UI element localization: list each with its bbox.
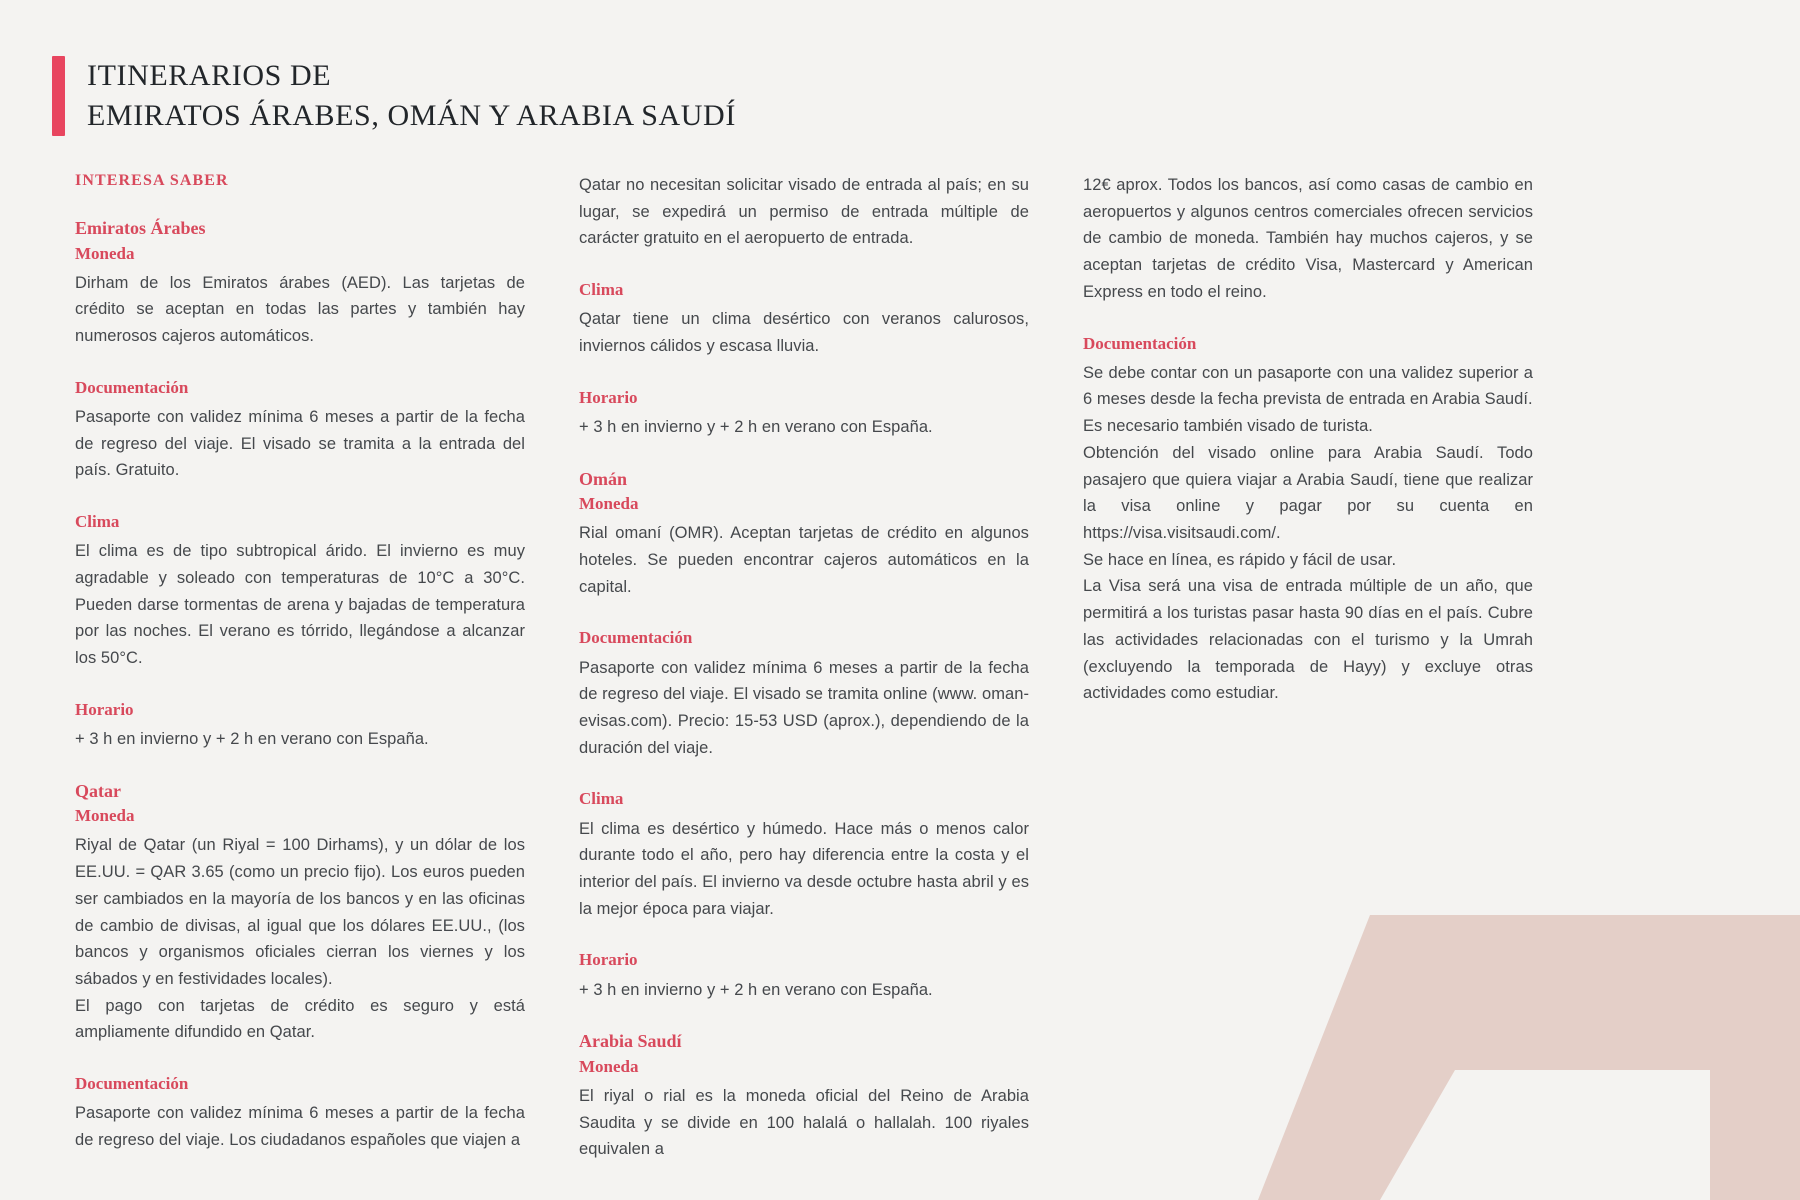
subheading-documentacion-uae: Documentación xyxy=(75,377,189,397)
paragraph-moneda-uae: Dirham de los Emiratos árabes (AED). Las tarjetas de crédito se aceptan en todas las partes y también hay numerosos cajeros automáticos. xyxy=(75,273,525,346)
subheading-moneda-saudi: Moneda xyxy=(579,1056,639,1076)
subheading-documentacion-oman: Documentación xyxy=(579,628,693,648)
subheading-moneda-qatar: Moneda xyxy=(75,806,135,826)
paragraph-documentacion-qatar: Pasaporte con validez mínima 6 meses a partir de la fecha de regreso del viaje. Los ciudadanos españoles que viajen a xyxy=(75,1104,525,1149)
subheading-clima-oman: Clima xyxy=(579,789,624,809)
spacer xyxy=(579,1003,1029,1029)
subheading-documentacion-saudi: Documentación xyxy=(1083,333,1197,353)
paragraph-horario-qatar: + 3 h en invierno y + 2 h en verano con España. xyxy=(579,417,933,436)
header-accent-bar xyxy=(52,56,65,136)
column-1 xyxy=(75,172,525,1163)
paragraph-documentacion-saudi-5: La Visa será una visa de entrada múltiple de un año, que permitirá a los turistas pasar hasta 90 días en el país. Cubre las actividades relacionadas con el turismo y la Umrah (excluyendo la temporada de Hayy) y excluye otras actividades como estudiar. xyxy=(1083,577,1533,703)
paragraph-horario-uae: + 3 h en invierno y + 2 h en verano con España. xyxy=(75,729,429,748)
content-columns xyxy=(75,172,1735,1163)
country-heading-oman: Omán xyxy=(579,468,628,489)
country-heading-qatar: Qatar xyxy=(75,780,121,801)
paragraph-clima-oman: El clima es desértico y húmedo. Hace más o menos calor durante todo el año, pero hay diferencia entre la costa y el interior del país. El invierno va desde octubre hasta abril y es la mejor época para viajar. xyxy=(579,819,1029,918)
subheading-clima-uae: Clima xyxy=(75,512,120,532)
paragraph-documentacion-saudi-1: Se debe contar con un pasaporte con una validez superior a 6 meses desde la fecha prevista de entrada en Arabia Saudí. xyxy=(1083,363,1533,409)
subheading-moneda-oman: Moneda xyxy=(579,494,639,514)
column-3 xyxy=(1083,172,1533,1163)
paragraph-moneda-saudi: El riyal o rial es la moneda oficial del Reino de Arabia Saudita y se divide en 100 halalá o hallalah. 100 riyales equivalen a xyxy=(579,1086,1029,1159)
paragraph-documentacion-saudi-4: Se hace en línea, es rápido y fácil de usar. xyxy=(1083,550,1397,569)
paragraph-clima-uae: El clima es de tipo subtropical árido. El invierno es muy agradable y soleado con temperaturas de 10°C a 30°C. Pueden darse tormentas de arena y bajadas de temperatura por las noches. El verano es tórrido, llegándose a alcanzar los 50°C. xyxy=(75,542,525,668)
country-heading-emiratos-arabes: Emiratos Árabes xyxy=(75,218,206,238)
paragraph-moneda-saudi-continued: 12€ aprox. Todos los bancos, así como casas de cambio en aeropuertos y algunos centros comerciales ofrecen servicios de cambio de moneda. También hay muchos cajeros, y se aceptan tarjetas de crédito Visa, Mastercard y American Express en todo el reino. xyxy=(1083,176,1533,301)
paragraph-moneda-qatar: Riyal de Qatar (un Riyal = 100 Dirhams), y un dólar de los EE.UU. = QAR 3.65 (como un precio fijo). Los euros pueden ser cambiados en la mayoría de los bancos y en las oficinas de cambio de divisas, al igual que los dólares EE.UU., (los bancos y organismos oficiales cierran los viernes y los sábados y en festividades locales). xyxy=(75,836,525,988)
page-title-line-2: EMIRATOS ÁRABES, OMÁN Y ARABIA SAUDÍ xyxy=(87,98,736,132)
header-title-group xyxy=(87,56,736,136)
section-kicker: INTERESA SABER xyxy=(75,172,229,189)
paragraph-clima-qatar: Qatar tiene un clima desértico con veranos calurosos, inviernos cálidos y escasa lluvia. xyxy=(579,310,1029,355)
subheading-horario-uae: Horario xyxy=(75,699,134,719)
subheading-moneda-uae: Moneda xyxy=(75,243,135,263)
column-2 xyxy=(579,172,1029,1163)
page-title-line-1: ITINERARIOS DE xyxy=(87,59,332,92)
country-heading-arabia-saudi: Arabia Saudí xyxy=(579,1031,682,1052)
paragraph-documentacion-saudi-3: Obtención del visado online para Arabia Saudí. Todo pasajero que quiera viajar a Arabia Saudí, tiene que realizar la visa online y pagar por su cuenta en https://visa.visitsaudi.com/. xyxy=(1083,443,1533,543)
subheading-documentacion-qatar: Documentación xyxy=(75,1074,189,1094)
spacer xyxy=(75,753,525,779)
document-header xyxy=(52,56,736,136)
paragraph-moneda-oman: Rial omaní (OMR). Aceptan tarjetas de crédito en algunos hoteles. Se pueden encontrar cajeros automáticos en la capital. xyxy=(579,524,1029,596)
paragraph-moneda-qatar-2: El pago con tarjetas de crédito es seguro y está ampliamente difundido en Qatar. xyxy=(75,996,525,1042)
subheading-horario-oman: Horario xyxy=(579,950,638,970)
paragraph-documentacion-oman: Pasaporte con validez mínima 6 meses a partir de la fecha de regreso del viaje. El visado se tramita online (www. oman-evisas.com). Precio: 15-53 USD (aprox.), dependiendo de la duración del viaje. xyxy=(579,658,1029,757)
subheading-clima-qatar: Clima xyxy=(579,280,624,300)
paragraph-horario-oman: + 3 h en invierno y + 2 h en verano con España. xyxy=(579,980,933,999)
paragraph-documentacion-qatar-continued: Qatar no necesitan solicitar visado de entrada al país; en su lugar, se expedirá un permiso de entrada múltiple de carácter gratuito en el aeropuerto de entrada. xyxy=(579,176,1029,248)
paragraph-documentacion-saudi-2: Es necesario también visado de turista. xyxy=(1083,417,1373,436)
subheading-horario-qatar: Horario xyxy=(579,387,638,407)
paragraph-documentacion-uae: Pasaporte con validez mínima 6 meses a partir de la fecha de regreso del viaje. El visado se tramita a la entrada del país. Gratuito. xyxy=(75,407,525,480)
spacer xyxy=(579,441,1029,467)
